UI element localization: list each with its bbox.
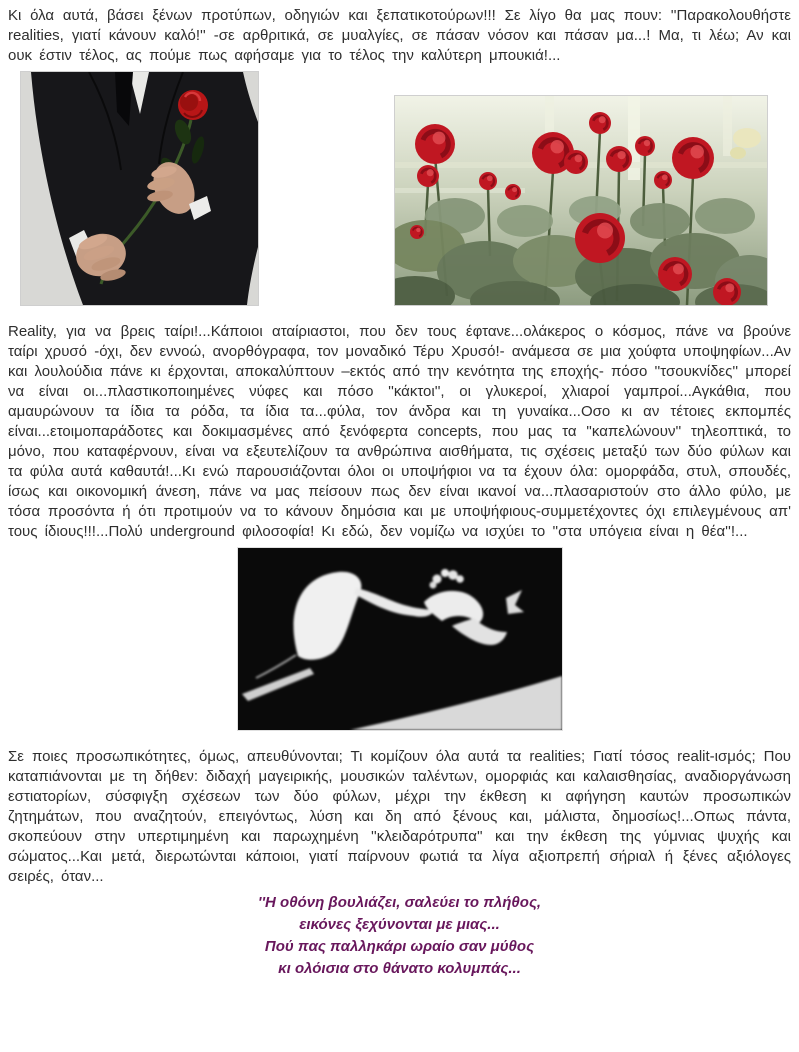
images-row xyxy=(8,71,791,306)
main-paragraph: Reality, για να βρεις ταίρι!...Κάποιοι αταίριαστοι, που δεν τους έφτανε...ολάκερος ο κόσμος, πάνε να βρούνε ταίρι χρυσό -όχι, δεν εννοώ, ανορθόγραφα, τον μοναδικό Τέρυ Χρυσό!- ανάμεσα σε μια χούφτα υποψηφίων...Αν και λουλούδια πάνε κι έρχονται, αποκαλύπτουν –εκτός από την κενότητα της εποχής- πόσο ''τσουκνίδες'' μπορεί να είναι οι...πλαστικοποιημένες νύφες και πόσο ''κάκτοι'', οι γλυκεροί, χλιαροί γαμπροί...Αγκάθια, που αμαυρώνουν τα ίδια τα ρόδα, τα ίδια τα...φύλα, τον άνδρα και τη γυναίκα...Οσο κι αν τέτοιες εκπομπές είναι...ετοιμοπαράδοτες και δοκιμασμένες από ξενόφερτα concepts, που μας τα ''καπελώνουν'' τηλεοπτικά, το μόνο, που καταφέρνουν, είναι να εξευτελίζουν τα ανθρώπινα αισθήματα, τις σχέσεις μεταξύ των δύο φύλων και τα φύλα αυτά καθαυτά!...Κι ενώ παρουσιάζονται όλοι οι υποψήφιοι να τα έχουν όλα: ομορφάδα, στυλ, σπουδές, ίσως και οικονομική άνεση, πάνε να μας πείσουν πως δεν είναι ικανοί να...πλασαριστούν στο άλλο φύλο, με τόσα προσόντα ή ότι προτιμούν να το κάνουν δημόσια και με υποψήφιους-συμμετέχοντες όχι επιλεγμένους απ' τους ίδιους!!!...Πολύ underground φιλοσοφία! Κι εδώ, δεν νομίζω να ισχύει το ''στα υπόγεια είναι η θέα''!... xyxy=(8,323,791,540)
silhouette-image-wrap xyxy=(8,547,791,731)
poem-line: Πού πας παλληκάρι ωραίο σαν μύθος xyxy=(264,938,535,955)
poem-line: εικόνες ξεχύνονται με μιας... xyxy=(299,916,500,933)
man-with-rose-image xyxy=(20,71,259,306)
closing-paragraph: Σε ποιες προσωπικότητες, όμως, απευθύνονται; Τι κομίζουν όλα αυτά τα realities; Γιατί τόσος realit-ισμός; Που καταπιάνονται με τη δήθεν: διδαχή μαγειρικής, μουσικών ταλέντων, ομορφιάς και καλαισθησίας, αναδιοργάνωση εστιατορίων, σύσφιγξη σχέσεων των δύο φύλων, μέχρι την έκθεση κι αφήγηση καυτών προσωπικών ζητημάτων, που αναζητούν, επειγόντως, λύση και δη από ξένους και, μάλιστα, δημοσίως!...Οπως πάντα, σκοπεύουν στην υπερτιμημένη και παρωχημένη ''κλειδαρότρυπα'' και την έκθεση της γύμνιας ψυχής και σώματος...Και μετά, διερωτώνται κάποιοι, γιατί παίρνουν φωτιά τα λίγα αξιοπρεπή σήριαλ ή ξένες αξιόλογες σειρές, όταν... xyxy=(8,748,791,885)
poem-quote xyxy=(8,892,791,980)
rose-field-image xyxy=(394,95,768,306)
poem-line: ''Η οθόνη βουλιάζει, σαλεύει το πλήθος, xyxy=(257,894,542,911)
intro-paragraph: Κι όλα αυτά, βάσει ξένων προτύπων, οδηγιών και ξεπατικοτούρων!!! Σε λίγο θα μας πουν: ''Παρακολουθήστε realities, γιατί κάνουν καλό!'' -σε αρθριτικά, σε μυαλγίες, σε πάσαν νόσον και πάσαν μα...! Μα, τι λέω; Αν και ουκ έστιν τέλος, ας πούμε πως αφήσαμε για το τέλος την καλύτερη μπουκιά!... xyxy=(8,7,791,64)
poem-line: κι ολόισια στο θάνατο κολυμπάς... xyxy=(278,960,521,977)
silhouette-image xyxy=(237,547,563,731)
